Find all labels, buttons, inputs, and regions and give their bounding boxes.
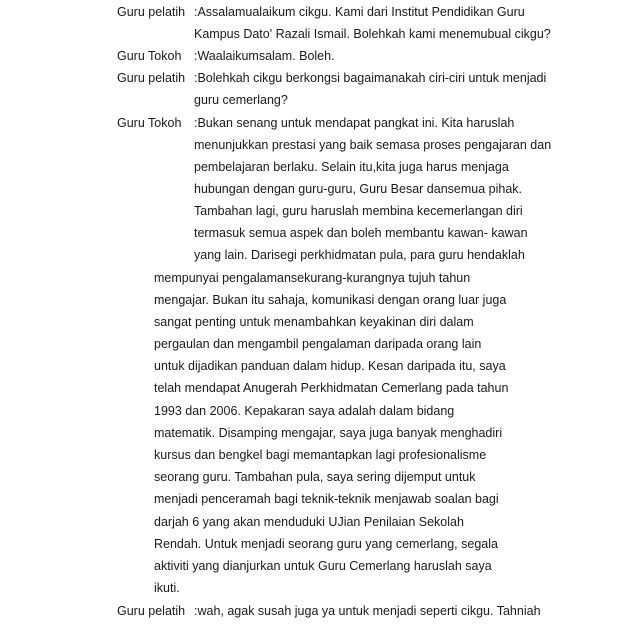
text-line: aktiviti yang dianjurkan untuk Guru Cemerlang haruslah saya — [154, 559, 492, 573]
text-line: seorang guru. Tambahan pula, saya sering dijemput untuk — [154, 470, 476, 484]
speaker-label: Guru pelatih — [117, 5, 186, 19]
speaker-label: Guru pelatih — [117, 604, 186, 618]
text-line: Kampus Dato' Razali Ismail. Bolehkah kami menemubual cikgu? — [194, 27, 551, 41]
text-line: menjadi penceramah bagi teknik-teknik menjawab soalan bagi — [154, 492, 499, 506]
text-line: Tambahan lagi, guru haruslah membina kecemerlangan diri — [194, 204, 523, 218]
text-line: untuk dijadikan panduan dalam hidup. Kesan daripada itu, saya — [154, 359, 506, 373]
text-line: :Bukan senang untuk mendapat pangkat ini. Kita haruslah — [194, 116, 515, 130]
text-line: :Waalaikumsalam. Boleh. — [194, 49, 335, 63]
text-line: telah mendapat Anugerah Perkhidmatan Cemerlang pada tahun — [154, 381, 509, 395]
text-line: mempunyai pengalamansekurang-kurangnya tujuh tahun — [154, 271, 471, 285]
text-line: guru cemerlang? — [194, 93, 288, 107]
speaker-label: Guru Tokoh — [117, 49, 182, 63]
text-line: Rendah. Untuk menjadi seorang guru yang cemerlang, segala — [154, 537, 498, 551]
text-line: :Assalamualaikum cikgu. Kami dari Institut Pendidikan Guru — [194, 5, 525, 19]
text-line: kursus dan bengkel bagi memantapkan lagi profesionalisme — [154, 448, 487, 462]
text-line: ikuti. — [154, 581, 180, 595]
text-line: pergaulan dan mengambil pengalaman daripada orang lain — [154, 337, 482, 351]
speaker-label: Guru Tokoh — [117, 116, 182, 130]
text-line: mengajar. Bukan itu sahaja, komunikasi dengan orang luar juga — [154, 293, 507, 307]
text-line: sangat penting untuk menambahkan keyakinan diri dalam — [154, 315, 474, 329]
text-line: matematik. Disamping mengajar, saya juga banyak menghadiri — [154, 426, 503, 440]
text-line: darjah 6 yang akan menduduki UJian Penilaian Sekolah — [154, 515, 464, 529]
text-line: pembelajaran berlaku. Selain itu,kita juga harus menjaga — [194, 160, 509, 174]
text-line: :wah, agak susah juga ya untuk menjadi seperti cikgu. Tahniah — [194, 604, 541, 618]
text-line: menunjukkan prestasi yang baik semasa proses pengajaran dan — [194, 138, 552, 152]
text-line: yang lain. Darisegi perkhidmatan pula, para guru hendaklah — [194, 248, 525, 262]
text-line: 1993 dan 2006. Kepakaran saya adalah dalam bidang — [154, 404, 455, 418]
text-line: hubungan dengan guru-guru, Guru Besar dansemua pihak. — [194, 182, 523, 196]
text-line: :Bolehkah cikgu berkongsi bagaimanakah ciri-ciri untuk menjadi — [194, 71, 547, 85]
speaker-label: Guru pelatih — [117, 71, 186, 85]
text-line: termasuk semua aspek dan boleh membantu kawan- kawan — [194, 226, 528, 240]
